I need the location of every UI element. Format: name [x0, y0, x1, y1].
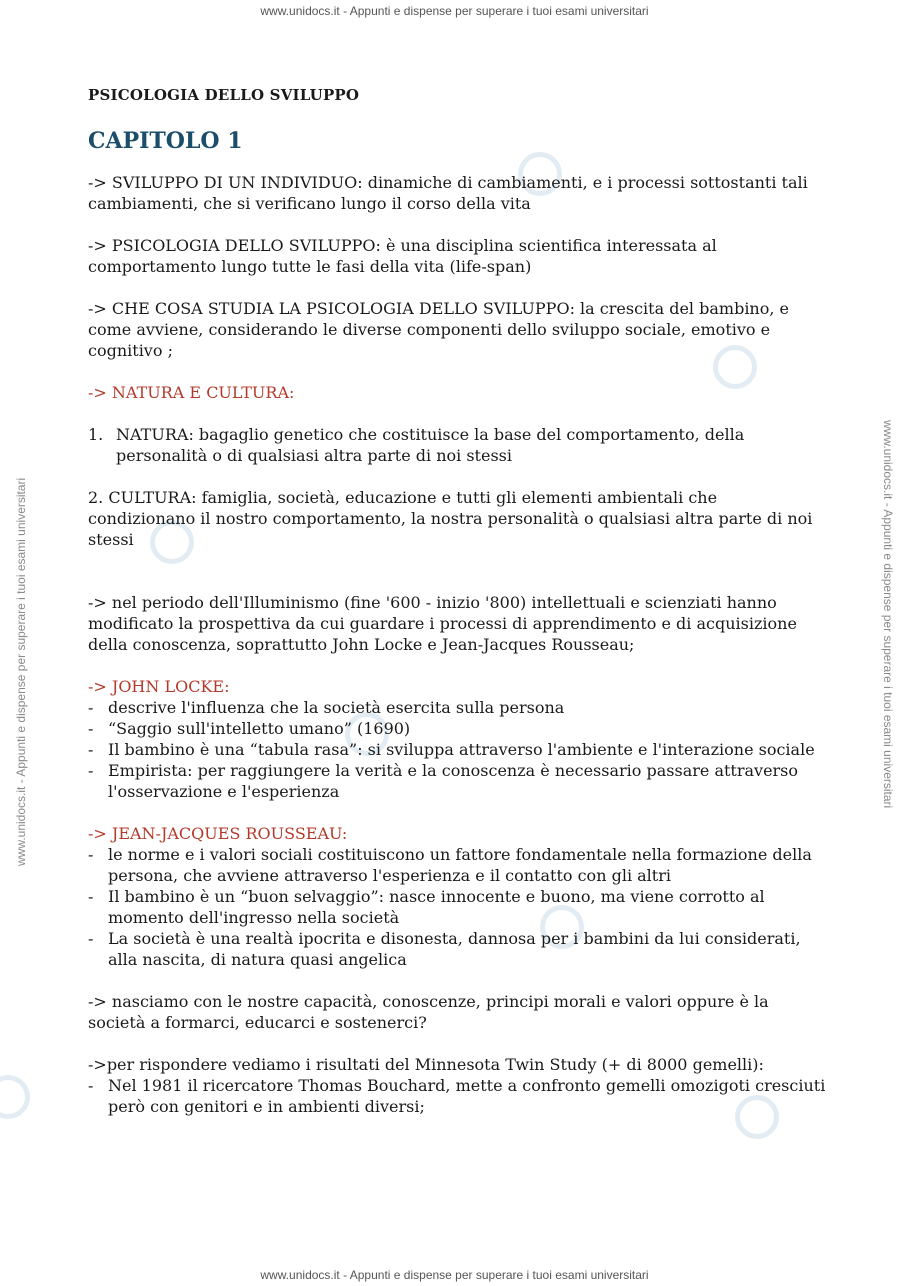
list-item: - descrive l'influenza che la società esercita sulla persona [88, 697, 828, 718]
list-item: - Nel 1981 il ricercatore Thomas Bouchard, mette a confronto gemelli omozigoti cresciuti però con genitori e in ambienti diversi; [88, 1075, 828, 1117]
list-item: - La società è una realtà ipocrita e disonesta, dannosa per i bambini da lui considerati, alla nascita, di natura quasi angelica [88, 928, 828, 970]
culture-item: 2. CULTURA: famiglia, società, educazione e tutti gli elementi ambientali che condizionano il nostro comportamento, la nostra personalità o qualsiasi altra parte di noi stessi [88, 488, 813, 549]
enlightenment-paragraph: -> nel periodo dell'Illuminismo (fine '600 - inizio '800) intellettuali e scienziati hanno modificato la prospettiva da cui guardare i processi di apprendimento e di acquisizione della conoscenza, soprattutto John Locke e Jean-Jacques Rousseau; [88, 593, 797, 654]
rousseau-list [88, 844, 828, 970]
nature-culture-heading: -> NATURA E CULTURA: [88, 383, 295, 402]
watermark-side-left: www.unidocs.it - Appunti e dispense per superare i tuoi esami universitari [14, 477, 28, 866]
list-item: - “Saggio sull'intelletto umano” (1690) [88, 718, 828, 739]
nature-number: 1. [88, 425, 104, 444]
locke-heading: -> JOHN LOCKE: [88, 677, 230, 696]
what-it-studies: -> CHE COSA STUDIA LA PSICOLOGIA DELLO SVILUPPO: la crescita del bambino, e come avviene, considerando le diverse componenti dello sviluppo sociale, emotivo e cognitivo ; [88, 299, 790, 360]
watermark-side-right: www.unidocs.it - Appunti e dispense per superare i tuoi esami universitari [881, 420, 895, 809]
watermark-banner-top: www.unidocs.it - Appunti e dispense per superare i tuoi esami universitari [260, 4, 649, 18]
locke-list [88, 697, 828, 802]
nature-text: NATURA: bagaglio genetico che costituisce la base del comportamento, della personalità o di qualsiasi altra parte di noi stessi [116, 425, 745, 465]
list-item: - Il bambino è una “tabula rasa”: si sviluppa attraverso l'ambiente e l'interazione sociale [88, 739, 828, 760]
twin-study-intro: ->per rispondere vediamo i risultati del Minnesota Twin Study (+ di 8000 gemelli): [88, 1055, 764, 1074]
unidocs-logo-icon [0, 1075, 30, 1119]
rousseau-heading: -> JEAN-JACQUES ROUSSEAU: [88, 824, 348, 843]
chapter-heading: CAPITOLO 1 [88, 128, 243, 154]
nature-item [88, 424, 828, 466]
definition-individual-development: -> SVILUPPO DI UN INDIVIDUO: dinamiche di cambiamenti, e i processi sottostanti tali cambiamenti, che si verificano lungo il corso della vita [88, 173, 808, 213]
list-item: - Il bambino è un “buon selvaggio”: nasce innocente e buono, ma viene corrotto al momento dell'ingresso nella società [88, 886, 828, 928]
document-page [88, 86, 828, 1138]
list-item: - le norme e i valori sociali costituiscono un fattore fondamentale nella formazione della persona, che avviene attraverso l'esperienza e il contatto con gli altri [88, 844, 828, 886]
list-item: - Empirista: per raggiungere la verità e la conoscenza è necessario passare attraverso l'osservazione e l'esperienza [88, 760, 828, 802]
document-title: PSICOLOGIA DELLO SVILUPPO [88, 86, 360, 104]
nature-vs-nurture-question: -> nasciamo con le nostre capacità, conoscenze, principi morali e valori oppure è la società a formarci, educarci e sostenerci? [88, 992, 769, 1032]
watermark-banner-bottom: www.unidocs.it - Appunti e dispense per superare i tuoi esami universitari [260, 1268, 649, 1282]
twin-study-list [88, 1075, 828, 1117]
definition-developmental-psychology: -> PSICOLOGIA DELLO SVILUPPO: è una disciplina scientifica interessata al comportamento lungo tutte le fasi della vita (life-span) [88, 236, 717, 276]
